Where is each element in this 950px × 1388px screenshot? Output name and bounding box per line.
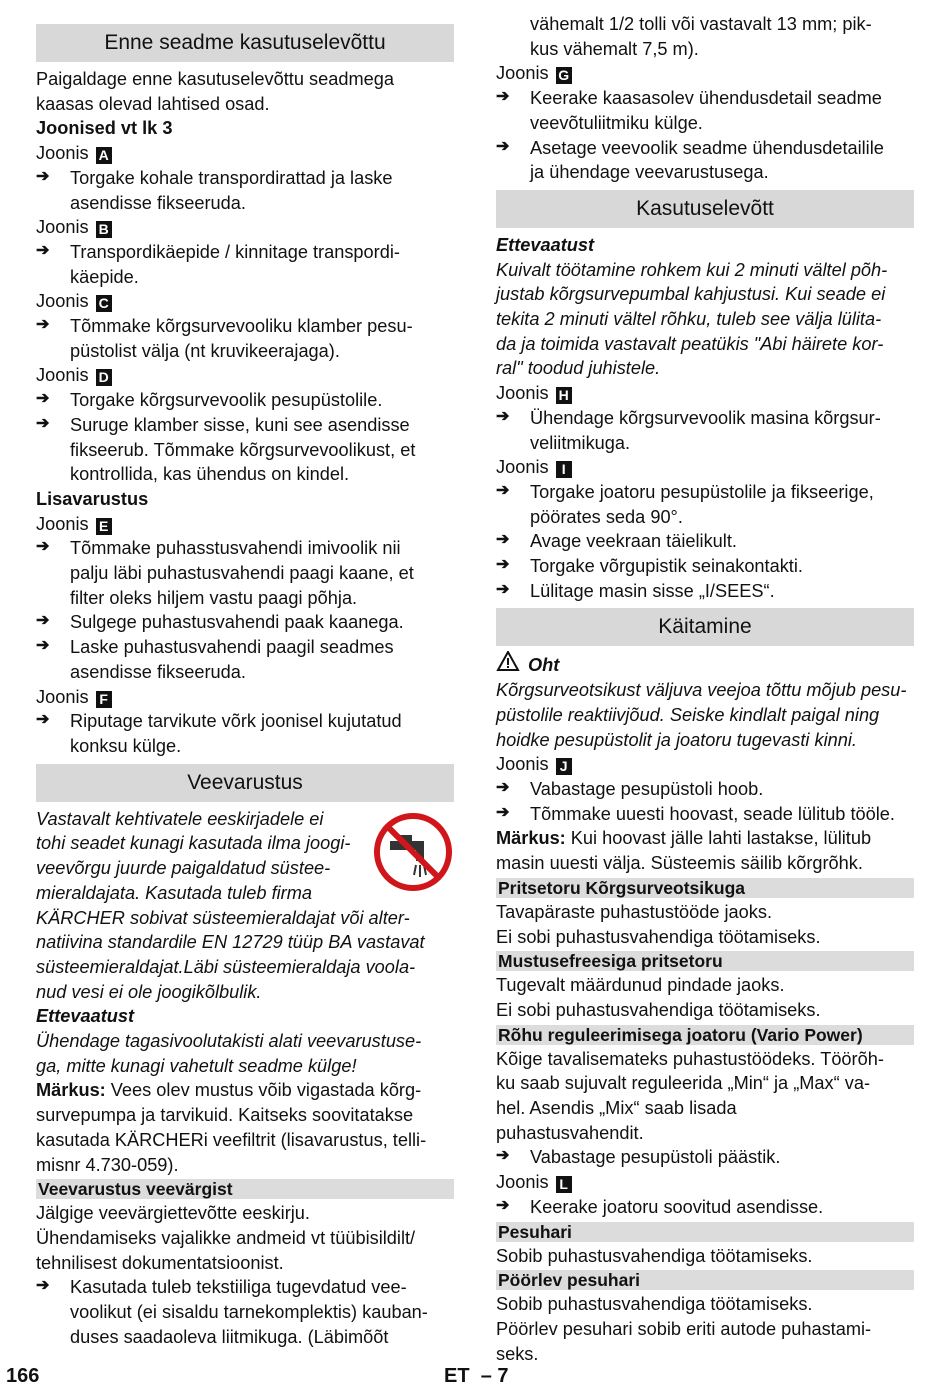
text-line: tehnilisest dokumentatsioonist. [36, 1252, 284, 1273]
arrow-icon: ➔ [496, 580, 510, 598]
no-drinking-water-icon [372, 811, 454, 893]
text-line: Tugevalt määrdunud pindade jaoks. [496, 975, 785, 996]
arrow-icon: ➔ [36, 414, 50, 432]
text-line: kasutada KÄRCHERi veefiltrit (lisavarustus, telli- [36, 1129, 427, 1150]
text-line: hoidke pesupüstolit ja joatoru tugevasti kinni. [496, 729, 857, 750]
instruction-item: ➔ Keerake joatoru soovitud asendisse. [496, 1196, 824, 1217]
arrow-icon: ➔ [36, 538, 50, 556]
arrow-icon: ➔ [496, 1147, 510, 1165]
instruction-item: ➔ Suruge klamber sisse, kuni see asendisse fikseerub. Tõmmake kõrgsurvevoolikust, et kontrollida, kas ühendus on kindel. [36, 414, 416, 485]
figure-letter: D [96, 369, 112, 386]
text-line: tekita 2 minuti vältel rõhku, tuleb see välja lülita- [496, 309, 882, 330]
text-line: Kõige tavalisemateks puhastustöödeks. Töörõh- [496, 1048, 884, 1069]
instruction-item: ➔ Torgake kõrgsurvevoolik pesupüstolile. [36, 390, 383, 411]
figure-letter: A [96, 147, 112, 164]
text-line: ku saab sujuvalt reguleerida „Min“ ja „Max“ va- [496, 1073, 870, 1094]
right-column [496, 12, 914, 1366]
text-line: ral" toodud juhistele. [496, 358, 661, 379]
text-line: kaasas olevad lahtised osad. [36, 93, 270, 114]
figure-letter: F [96, 691, 112, 708]
figure-ref: Joonis E [36, 512, 454, 537]
arrow-icon: ➔ [496, 481, 510, 499]
arrow-icon: ➔ [36, 637, 50, 655]
arrow-icon: ➔ [36, 167, 50, 185]
arrow-icon: ➔ [496, 531, 510, 549]
text-line: Tavapäraste puhastustööde jaoks. [496, 901, 773, 922]
text-line: püstolile reaktiivjõud. Seiske kindlalt paigal ning [496, 704, 880, 725]
danger-label: Oht [496, 651, 914, 678]
text-line: Sobib puhastusvahendiga töötamiseks. [496, 1294, 813, 1315]
text-line: Ühendamiseks vajalikke andmeid vt tüübisildilt/ [36, 1227, 416, 1248]
instruction-item: ➔ Ühendage kõrgsurvevoolik masina kõrgsur- veliitmikuga. [496, 407, 881, 453]
figure-ref: Joonis I [496, 455, 914, 480]
arrow-icon: ➔ [496, 407, 510, 425]
subheading: Lisavarustus [36, 488, 149, 509]
figure-ref: Joonis A [36, 141, 454, 166]
instruction-item: ➔ Torgake kohale transpordirattad ja laske asendisse fikseeruda. [36, 167, 393, 213]
subsection-heading: Mustusefreesiga pritsetoru [496, 951, 914, 971]
instruction-item: ➔ Vabastage pesupüstoli hoob. [496, 778, 764, 799]
figure-letter: E [96, 518, 112, 535]
figure-ref: Joonis F [36, 685, 454, 710]
figure-letter: H [556, 387, 572, 404]
instruction-item: ➔ Avage veekraan täielikult. [496, 531, 737, 552]
arrow-icon: ➔ [36, 241, 50, 259]
text-line: masin uuesti välja. Süsteemis säilib kõrgrõhk. [496, 853, 863, 874]
instruction-item: ➔ Riputage tarvikute võrk joonisel kujutatud konksu külge. [36, 711, 402, 756]
figure-letter: C [96, 295, 112, 312]
arrow-icon: ➔ [36, 316, 50, 334]
instruction-item: ➔ Tõmmake kõrgsurvevooliku klamber pesu- püstolist välja (nt kruvikeerajaga). [36, 316, 413, 361]
instruction-item: ➔ Tõmmake puhasstusvahendi imivoolik nii palju läbi puhastusvahendi paagi kaane, et filter oleks hiljem vastu paagi põhja. [36, 538, 414, 608]
arrow-icon: ➔ [36, 612, 50, 630]
text-line: Jälgige veevärgiettevõtte eeskirju. [36, 1203, 310, 1224]
text-line: Sobib puhastusvahendiga töötamiseks. [496, 1245, 813, 1266]
figure-ref: Joonis J [496, 752, 914, 777]
arrow-icon: ➔ [496, 778, 510, 796]
instruction-item: ➔ Torgake võrgupistik seinakontakti. [496, 556, 803, 577]
arrow-icon: ➔ [496, 1196, 510, 1214]
text-line: da ja toimida vastavalt peatükis "Abi häirete kor- [496, 333, 884, 354]
text-line: puhastusvahendit. [496, 1122, 644, 1143]
figure-ref: Joonis D [36, 363, 454, 388]
text-line: hel. Asendis „Mix“ saab lisada [496, 1098, 737, 1119]
text-line: Joonised vt lk 3 [36, 118, 173, 139]
text-line: Pöörlev pesuhari sobib eriti autode puhastami- [496, 1318, 872, 1339]
page-number: 166 [6, 1365, 40, 1387]
instruction-item: ➔ Vabastage pesupüstoli päästik. [496, 1147, 781, 1168]
figure-letter: G [556, 67, 572, 84]
caution-label: Ettevaatust [496, 234, 595, 255]
instruction-item: ➔ Lülitage masin sisse „I/SEES“. [496, 580, 775, 601]
instruction-item: ➔ Keerake kaasasolev ühendusdetail seadme veevõtuliitmiku külge. [496, 88, 882, 133]
section-heading: Kasutuselevõtt [496, 190, 914, 228]
subsection-heading: Veevarustus veevärgist [36, 1179, 454, 1199]
section-heading: Enne seadme kasutuselevõttu [36, 24, 454, 62]
figure-ref: Joonis L [496, 1170, 914, 1195]
subsection-heading: Pesuhari [496, 1222, 914, 1242]
instruction-continuation: vähemalt 1/2 tolli või vastavalt 13 mm; pik- kus vähemalt 7,5 m). [530, 14, 872, 59]
subsection-heading: Pritsetoru Kõrgsurveotsikuga [496, 878, 914, 898]
instruction-item: ➔ Kasutada tuleb tekstiiliga tugevdatud vee- voolikut (ei sisaldu tarnekomplektis) kauban- duses saadaoleva liitmikuga. (Läbimõõt [36, 1277, 428, 1347]
text-line: Ei sobi puhastusvahendiga töötamiseks. [496, 999, 821, 1020]
figure-ref: Joonis C [36, 289, 454, 314]
arrow-icon: ➔ [36, 1277, 50, 1295]
instruction-item: ➔ Transpordikäepide / kinnitage transpordi- käepide. [36, 241, 400, 287]
figure-ref: Joonis H [496, 381, 914, 406]
instruction-item: ➔ Sulgege puhastusvahendi paak kaanega. [36, 612, 404, 633]
instruction-item: ➔ Laske puhastusvahendi paagil seadmes asendisse fikseeruda. [36, 637, 394, 682]
caution-label: Ettevaatust [36, 1006, 135, 1027]
text-line: Ühendage tagasivoolutakisti alati veevarustuse- [36, 1031, 422, 1052]
instruction-item: ➔ Asetage veevoolik seadme ühendusdetailile ja ühendage veevarustusega. [496, 137, 884, 183]
instruction-item: ➔ Torgake joatoru pesupüstolile ja fikseerige, pöörates seda 90°. [496, 481, 874, 527]
instruction-item: ➔ Tõmmake uuesti hoovast, seade lülitub tööle. [496, 803, 895, 824]
note: Märkus: Vees olev mustus võib vigastada kõrg- [36, 1080, 422, 1101]
figure-letter: B [96, 221, 112, 238]
text-line: Kuivalt töötamine rohkem kui 2 minuti vältel põh- [496, 259, 888, 280]
figure-ref: Joonis B [36, 215, 454, 240]
section-heading: Veevarustus [36, 764, 454, 802]
text-line: Ei sobi puhastusvahendiga töötamiseks. [496, 926, 821, 947]
figure-letter: J [556, 758, 572, 775]
text-line: Paigaldage enne kasutuselevõttu seadmega [36, 69, 394, 89]
arrow-icon: ➔ [36, 390, 50, 408]
left-column [36, 12, 454, 1349]
arrow-icon: ➔ [496, 803, 510, 821]
text-line: ga, mitte kunagi vahetult seadme külge! [36, 1055, 357, 1076]
water-supply-notice: Vastavalt kehtivatele eeskirjadele ei tohi seadet kunagi kasutada ilma joogi- veevõrgu juurde paigaldatud süstee- mieraldajata. Kasutada tuleb firma KÄRCHER sobivat süsteemieraldajat või alter- natiivina standardile EN 12729 tüüp BA vastavat süsteemieraldajat.Läbi süsteemieraldaja voola- nud vesi ei ole joogikõlbulik. [36, 807, 454, 1005]
footer-lang: ET – 7 [444, 1365, 509, 1387]
figure-letter: I [556, 461, 572, 478]
section-heading: Käitamine [496, 608, 914, 646]
note: Märkus: Kui hoovast jälle lahti lastakse, lülitub [496, 828, 872, 849]
warning-triangle-icon [496, 651, 520, 671]
text-line: survepumpa ja tarvikuid. Kaitseks soovitatakse [36, 1105, 414, 1126]
text-line: Kõrgsurveotsikust väljuva veejoa tõttu mõjub pesu- [496, 680, 907, 701]
arrow-icon: ➔ [36, 711, 50, 729]
arrow-icon: ➔ [496, 88, 510, 106]
text-line: justab kõrgsurvepumbal kahjustusi. Kui seade ei [496, 284, 886, 305]
arrow-icon: ➔ [496, 556, 510, 574]
subsection-heading: Rõhu reguleerimisega joatoru (Vario Power) [496, 1025, 914, 1045]
figure-letter: L [556, 1176, 572, 1193]
subsection-heading: Pöörlev pesuhari [496, 1270, 914, 1290]
arrow-icon: ➔ [496, 137, 510, 155]
figure-ref: Joonis G [496, 61, 914, 86]
text-line: misnr 4.730-059). [36, 1154, 179, 1175]
text-line: seks. [496, 1343, 539, 1364]
